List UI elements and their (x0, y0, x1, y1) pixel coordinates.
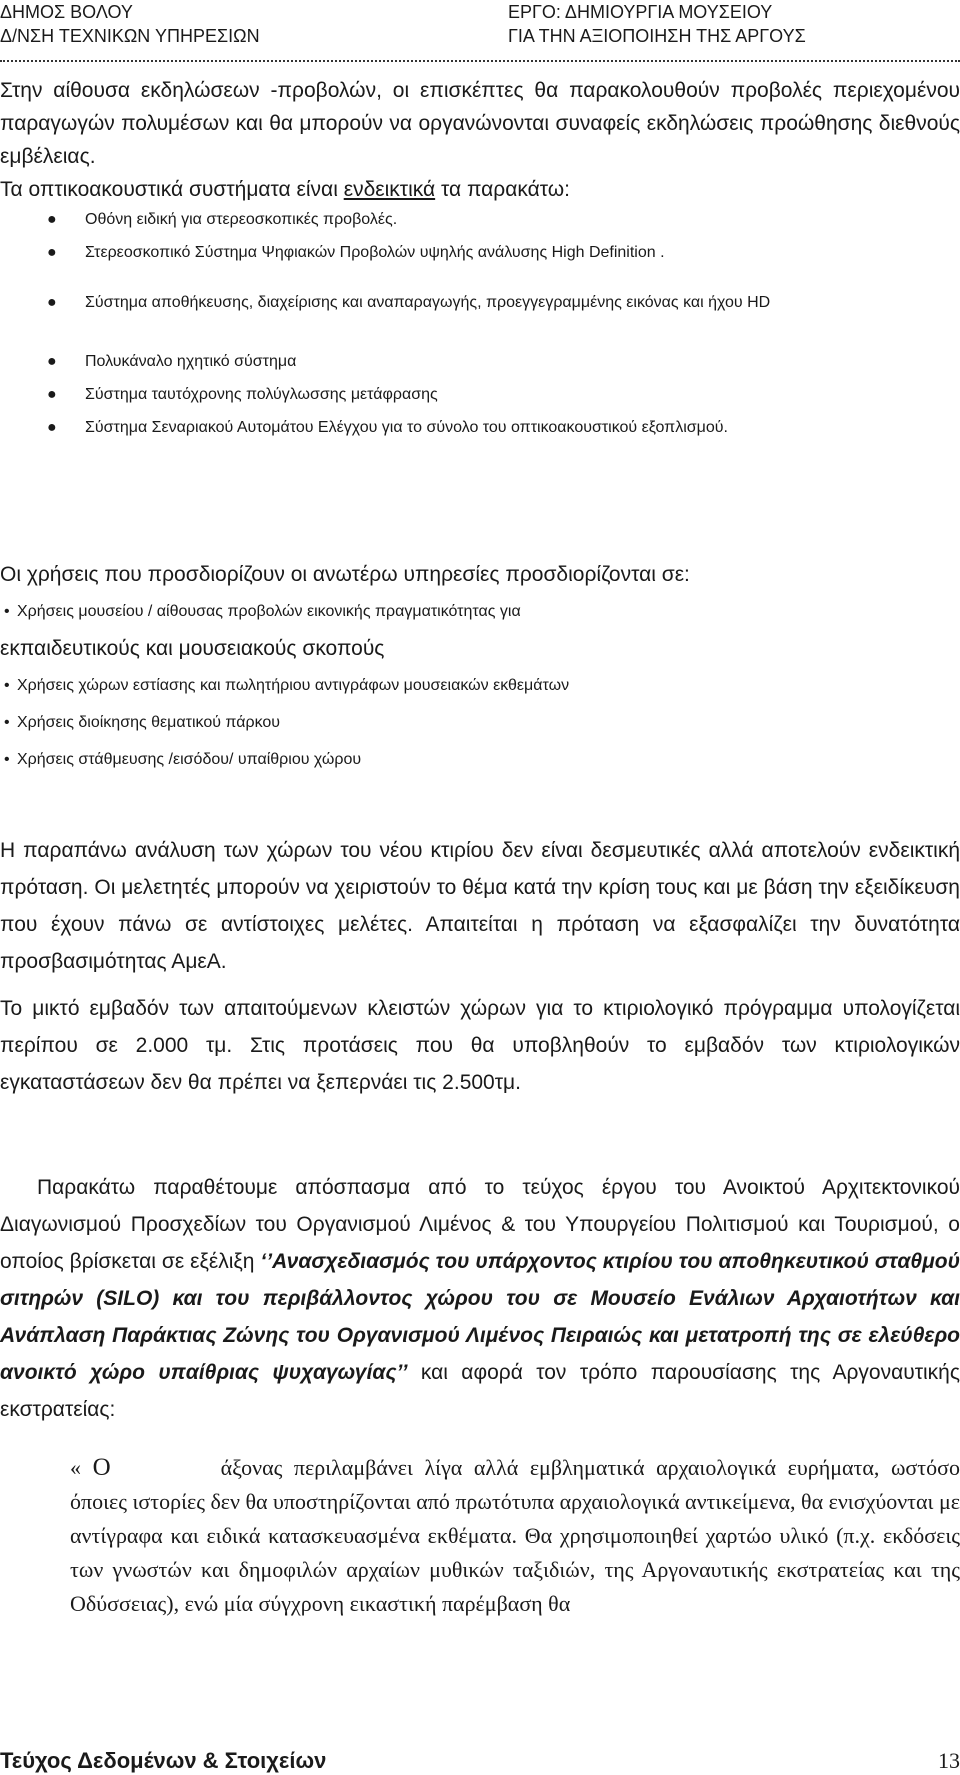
uses-item-continuation: εκπαιδευτικούς και μουσειακούς σκοπούς (0, 637, 385, 660)
area-paragraph: Το μικτό εμβαδόν των απαιτούμενων κλειστών χώρων για το κτιριολογικό πρόγραμμα υπολογίζεται περίπου σε 2.000 τμ. Στις προτάσεις που θα υποβληθούν το εμβαδόν των κτιριολογικών εγκαταστάσεων δεν θα πρέπει να ξεπερνάει τις 2.500τμ. (0, 997, 960, 1094)
analysis-paragraph: Η παραπάνω ανάλυση των χώρων του νέου κτιρίου δεν είναι δεσμευτικές αλλά αποτελούν ενδεικτική πρόταση. Οι μελετητές μπορούν να χειριστούν το θέμα κατά την κρίση τους και με βάση την εξειδίκευση που έχουν πάνω σε αντίστοιχες μελέτες. Απαιτείται η πρόταση να εξασφαλίζει την δυνατότητα προσβασιμότητας ΑμεΑ. (0, 839, 960, 973)
bullet-icon: • (4, 677, 10, 694)
quote-text: άξονας περιλαμβάνει λίγα αλλά εμβληματικά αρχαιολογικά ευρήματα, ωστόσο όποιες ιστορίες δεν θα υποστηρίζονται από πρωτότυπα αρχαιολογικά αντικείμενα, θα ενισχύονται με αντίγραφα και ειδικά κατασκευασμένα εκθέματα. Θα χρησιμοποιηθεί χαρτώο υλικό (π.χ. εκδόσεις των γνωστών και δημοφιλών αρχαίων μυθικών ταξιδιών, της Αργοναυτικής εκστρατείας και της Οδύσσειας), ενώ μία σύγχρονη εικαστική παρέμβαση θα (70, 1455, 960, 1616)
bullet-icon: ● (47, 294, 57, 311)
bullet-icon: ● (47, 419, 57, 436)
competition-title: ‘’Ανασχεδιασμός του υπάρχοντος κτιρίου του αποθηκευτικού σταθμού σιτηρών (SILO) και του περιβάλλοντος χώρου του σε Μουσείο Ενάλιων Αρχαιοτήτων και Ανάπλαση Παράκτιας Ζώνης του Οργανισμού Λιμένος Πειραιώς και μετατροπή της σε ελεύθερο ανοικτό χώρο υπαίθριας ψυχαγωγίας’’ (0, 1250, 960, 1384)
bullet-icon: ● (47, 386, 57, 403)
competition-intro: Παρακάτω παραθέτουμε απόσπασμα από το τεύχος έργου του Ανοικτού Αρχιτεκτονικού Διαγωνισμού Προσχεδίων του Οργανισμού Λιμένος & του Υπουργείου Πολιτισμού και Τουρισμού, ο οποίος βρίσκεται σε εξέλιξη (0, 1176, 960, 1273)
header-right (508, 0, 806, 48)
header-municipality: ΔΗΜΟΣ ΒΟΛΟΥ (0, 2, 133, 22)
bullet-icon: • (4, 603, 10, 620)
header-department: Δ/ΝΣΗ ΤΕΧΝΙΚΩΝ ΥΠΗΡΕΣΙΩΝ (0, 26, 260, 46)
header-divider (0, 60, 960, 66)
header-left (0, 0, 260, 48)
quote-paragraph (70, 1451, 960, 1621)
quote-first-word: Ο (92, 1454, 111, 1481)
competition-paragraph (0, 1169, 960, 1428)
page-number: 13 (938, 1748, 960, 1773)
intro-paragraph: Στην αίθουσα εκδηλώσεων -προβολών, οι επισκέπτες θα παρακολουθούν προβολές περιεχομένου παραγωγών πολυμέσων και θα μπορούν να οργανώνονται συναφείς εκδηλώσεις προώθησης διεθνούς εμβέλειας. (0, 79, 960, 168)
header-project: ΕΡΓΟ: ΔΗΜΙΟΥΡΓΙΑ ΜΟΥΣΕΙΟΥ (508, 2, 773, 22)
quote-open-mark: « (70, 1455, 81, 1480)
bullet-icon: • (4, 714, 10, 731)
bullet-icon: ● (47, 244, 57, 261)
footer-title: Τεύχος Δεδομένων & Στοιχείων (0, 1748, 327, 1773)
bullet-icon: ● (47, 353, 57, 370)
av-intro: Τα οπτικοακουστικά συστήματα είναι ενδεικτικά τα παρακάτω: (0, 178, 570, 201)
header-project-sub: ΓΙΑ ΤΗΝ ΑΞΙΟΠΟΙΗΣΗ ΤΗΣ ΑΡΓΟΥΣ (508, 26, 806, 46)
bullet-icon: ● (47, 211, 57, 228)
bullet-icon: • (4, 751, 10, 768)
competition-outro: και αφορά τον τρόπο παρουσίασης της Αργοναυτικής εκστρατείας: (0, 1361, 960, 1421)
document-page: ΔΗΜΟΣ ΒΟΛΟΥ Δ/ΝΣΗ ΤΕΧΝΙΚΩΝ ΥΠΗΡΕΣΙΩΝ ΕΡΓΟ: ΔΗΜΙΟΥΡΓΙΑ ΜΟΥΣΕΙΟΥ ΓΙΑ ΤΗΝ ΑΞΙΟΠΟΙΗΣΗ ΤΗΣ ΑΡΓΟΥΣ Στην αίθουσα εκδηλώσεων -προβολών, οι επισκέπτες θα παρακολουθούν προβολές περιεχομένου παραγωγών πολυμέσων και θα μπορούν να οργανώνονται συναφείς εκδηλώσεις προώθησης διεθνούς εμβέλειας. Τα οπτικοακουστικά συστήματα είναι ενδεικτικά τα παρακάτω: ● Οθόνη ειδική για στερεοσκοπικές προβολές. ● Στερεοσκοπικό Σύστημα Ψηφιακών Προβολών υψηλής ανάλυσης High Definition . ● Σύστημα αποθήκευσης, διαχείρισης και αναπαραγωγής, προεγγεγραμμένης εικόνας και ήχου HD ● Πολυκάναλο ηχητικό σύστημα ● Σύστημα ταυτόχρονης πολύγλωσσης μετάφρασης ● Σύστημα Σεναριακού Αυτομάτου Ελέγχου για το σύνολο του οπτικοακουστικού εξοπλισμού. Οι χρήσεις που προσδιορίζουν οι ανωτέρω υπηρεσίες προσδιορίζονται σε: • Χρήσεις μουσείου / αίθουσας προβολών εικονικής πραγματικότητας για εκπαιδευτικούς και μουσειακούς σκοπούς • Χρήσεις χώρων εστίασης και πωλητήριου αντιγράφων μουσειακών εκθεμάτων • Χρήσεις διοίκησης θεματικού πάρκου • Χρήσεις στάθμευσης /εισόδου/ υπαίθριου χώρου Η παραπάνω ανάλυση των χώρων του νέου κτιρίου δεν είναι δεσμευτικές αλλά αποτελούν ενδεικτική πρόταση. Οι μελετητές μπορούν να χειριστούν το θέμα κατά την κρίση τους και με βάση την εξειδίκευση που έχουν πάνω σε αντίστοιχες μελέτες. Απαιτείται η πρόταση να εξασφαλίζει την δυνατότητα προσβασιμότητας ΑμεΑ. Το μικτό εμβαδόν των απαιτούμενων κλειστών χώρων για το κτιριολογικό πρόγραμμα υπολογίζεται περίπου σε 2.000 τμ. Στις προτάσεις που θα υποβληθούν το εμβαδόν των κτιριολογικών εγκαταστάσεων δεν θα πρέπει να ξεπερνάει τις 2.500τμ. Παρακάτω παραθέτουμε απόσπασμα από το τεύχος έργου του Ανοικτού Αρχιτεκτονικού Διαγωνισμού Προσχεδίων του Οργανισμού Λιμένος & του Υπουργείου Πολιτισμού και Τουρισμού, ο οποίος βρίσκεται σε εξέλιξη ‘’Ανασχεδιασμός του υπάρχοντος κτιρίου του αποθηκευτικού σταθμού σιτηρών (SILO) και του περιβάλλοντος χώρου του σε Μουσείο Ενάλιων Αρχαιοτήτων και Ανάπλαση Παράκτιας Ζώνης του Οργανισμού Λιμένος Πειραιώς και μετατροπή της σε ελεύθερο ανοικτό χώρο υπαίθριας ψυχαγωγίας’’ και αφορά τον τρόπο παρουσίασης της Αργοναυτικής εκστρατείας: « Ο άξονας περιλαμβάνει λίγα αλλά εμβληματικά αρχαιολογικά ευρήματα, ωστόσο όποιες ιστορίες δεν θα υποστηρίζονται από πρωτότυπα αρχαιολογικά αντικείμενα, θα ενισχύονται με αντίγραφα και ειδικά κατασκευασμένα εκθέματα. Θα χρησιμοποιηθεί χαρτώο υλικό (π.χ. εκδόσεις των γνωστών και δημοφιλών αρχαίων μυθικών ταξιδιών, της Αργοναυτικής εκστρατείας και της Οδύσσειας), ενώ μία σύγχρονη εικαστική παρέμβαση θα Τεύχος Δεδομένων & Στοιχείων 13 (0, 2, 960, 1773)
uses-intro: Οι χρήσεις που προσδιορίζουν οι ανωτέρω υπηρεσίες προσδιορίζονται σε: (0, 563, 690, 586)
av-intro-underlined: ενδεικτικά (343, 178, 436, 201)
